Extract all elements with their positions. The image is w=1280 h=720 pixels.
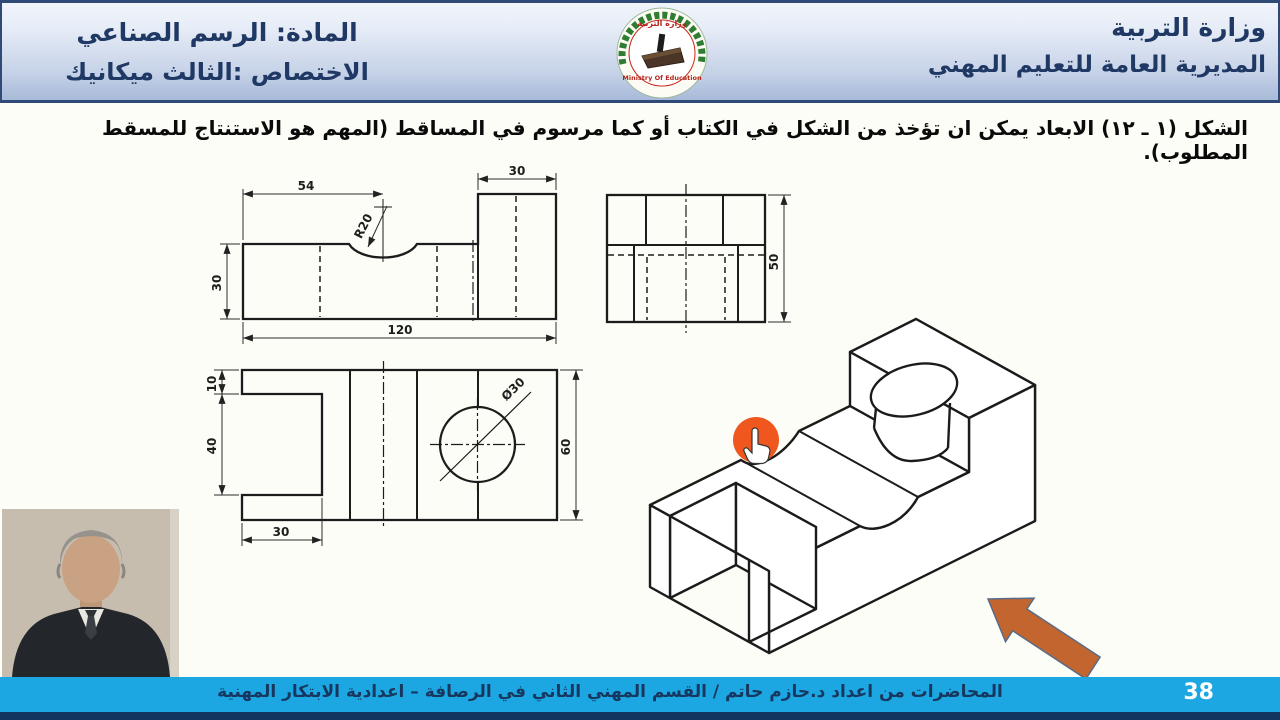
- directorate-name: المديرية العامة للتعليم المهني: [927, 51, 1266, 78]
- dim-label-60: 60: [559, 438, 573, 456]
- dim-label-120: 120: [387, 323, 413, 337]
- top-view-centerlines: [384, 361, 526, 529]
- front-view-hidden-lines: [320, 196, 516, 317]
- side-view-drawing: [607, 184, 791, 333]
- footer-bar: [0, 677, 1280, 712]
- dim-label-diameter: Ø30: [498, 374, 528, 404]
- isometric-view-drawing: [650, 319, 1035, 653]
- logo-english-text: Ministry Of Education: [622, 74, 702, 82]
- dim-label-30-block: 30: [508, 164, 526, 178]
- front-view-drawing: [210, 164, 556, 344]
- dim-label-40: 40: [205, 437, 219, 455]
- dim-label-30-slot: 30: [272, 525, 290, 539]
- lecture-credit: المحاضرات من اعداد د.حازم حاتم / القسم المهني الثاني في الرصافة – اعدادية الابتكار المهنية: [217, 682, 1003, 702]
- lecturer-photo: [2, 509, 179, 677]
- logo-arabic-text: وزارة التربية: [637, 19, 687, 28]
- page-number: 38: [1183, 680, 1214, 705]
- front-view-outline: [243, 194, 556, 319]
- top-view-drawing: [205, 361, 583, 546]
- diameter-leader: [440, 392, 531, 481]
- specialization-label: الاختصاص :الثالث ميكانيك: [65, 58, 369, 86]
- subject-label: المادة: الرسم الصناعي: [76, 18, 358, 47]
- dim-label-10: 10: [205, 375, 219, 393]
- dim-label-50: 50: [767, 253, 781, 271]
- footer-bottom-strip: [0, 712, 1280, 720]
- dim-label-30-height: 30: [210, 274, 224, 292]
- dim-label-r20: R20: [351, 211, 376, 241]
- annotation-arrow-icon: [988, 598, 1100, 679]
- dim-label-54: 54: [297, 179, 315, 193]
- figure-caption: الشكل (١ ـ ١٢) الابعاد يمكن ان تؤخذ من الشكل في الكتاب أو كما مرسوم في المساقط (المهم هو الاستنتاج للمسقط المطلوب).: [102, 116, 1248, 164]
- ministry-name: وزارة التربية: [1111, 13, 1266, 42]
